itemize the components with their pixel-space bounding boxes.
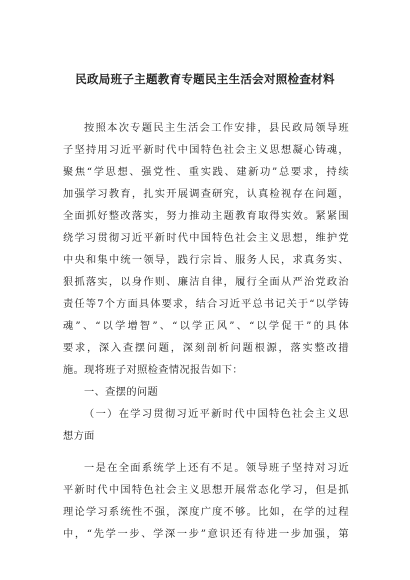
paragraph-line: 魂”、“以学增智”、“以学正风”、“以学促干”的具体 xyxy=(63,321,349,332)
paragraph-line: 聚焦“学思想、强党性、重实践、建新功”总要求，持续 xyxy=(63,167,349,178)
paragraph-line: 责任等7个方面具体要求，结合习近平总书记关于“以学铸 xyxy=(63,299,349,310)
paragraph-line: 平新时代中国特色社会主义思想开展常态化学习，但是抓 xyxy=(63,485,349,496)
paragraph-line: 子坚持用习近平新时代中国特色社会主义思想凝心铸魂， xyxy=(63,145,349,156)
paragraph-line: 加强学习教育，扎实开展调查研究，认真检视存在问题， xyxy=(63,189,349,200)
paragraph-line: 要求，深入查摆问题，深刻剖析问题根源，落实整改措 xyxy=(63,343,349,354)
paragraph-line: 绕学习贯彻习近平新时代中国特色社会主义思想，维护党 xyxy=(63,233,349,244)
paragraph-line: 中，“先学一步、学深一步”意识还有待进一步加强，第 xyxy=(63,529,349,540)
document-title: 民政局班子主题教育专题民主生活会对照检查材料 xyxy=(75,72,335,86)
paragraph-line: 理论学习系统性不强，深度广度不够。比如，在学的过程 xyxy=(63,507,349,518)
paragraph-line: 按照本次专题民主生活会工作安排，县民政局领导班 xyxy=(84,123,349,134)
paragraph-line: 中央和集中统一领导，践行宗旨、服务人民，求真务实、 xyxy=(63,255,349,266)
paragraph-line: 狠抓落实，以身作则、廉洁自律，履行全面从严治党政治 xyxy=(63,277,349,288)
subsection-heading: （一）在学习贯彻习近平新时代中国特色社会主义思 xyxy=(84,409,349,420)
paragraph-line: 全面抓好整改落实，努力推动主题教育取得实效。紧紧围 xyxy=(63,211,349,222)
paragraph-line: 一是在全面系统学上还有不足。领导班子坚持对习近 xyxy=(84,463,349,474)
subsection-heading: 想方面 xyxy=(63,431,95,442)
section-heading: 一、查摆的问题 xyxy=(84,387,159,398)
paragraph-line: 施。现将班子对照检查情况报告如下： xyxy=(63,365,243,376)
